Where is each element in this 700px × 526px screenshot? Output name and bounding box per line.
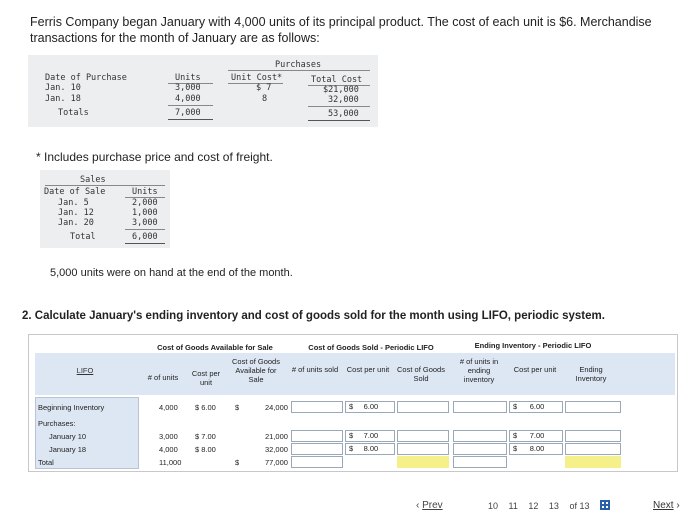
- col-ending-inventory: Ending Inventory: [575, 365, 607, 383]
- row-beginning-inventory: Beginning Inventory: [38, 403, 105, 412]
- sale-row-units: 2,000: [132, 198, 158, 208]
- end-units-jan18-input[interactable]: [453, 443, 507, 455]
- sold-units-jan10-input[interactable]: [291, 430, 343, 442]
- end-beg-dollar: $: [513, 402, 518, 411]
- section-ending-header: Ending Inventory - Periodic LIFO: [474, 341, 592, 350]
- col-date-of-purchase: Date of Purchase: [45, 73, 127, 83]
- jan18-units: 4,000: [159, 445, 178, 454]
- sold-beg-dollar: $: [349, 402, 354, 411]
- jan10-total: 21,000: [265, 432, 288, 441]
- row-jan18: January 18: [49, 445, 87, 454]
- grid-icon[interactable]: [600, 500, 610, 510]
- cogs-total-input[interactable]: [397, 456, 449, 468]
- section-sold-header: Cost of Goods Sold - Periodic LIFO: [308, 343, 434, 352]
- beg-dollar: $: [235, 403, 240, 412]
- sold-units-total-input[interactable]: [291, 456, 343, 468]
- ending-inv-total-input[interactable]: [565, 456, 621, 468]
- col-units-sold: # of units sold: [291, 365, 339, 374]
- sold-cost-jan10: [345, 430, 395, 442]
- ending-inv-beg-input[interactable]: [565, 401, 621, 413]
- col-date-of-sale: Date of Sale: [44, 187, 106, 197]
- page-link-current[interactable]: 12: [528, 501, 539, 511]
- sale-row-date: Jan. 12: [58, 208, 94, 218]
- total-units: 11,000: [159, 458, 182, 467]
- sold-jan10-cost: 7.00: [363, 431, 379, 440]
- col-end-cost-per-unit: Cost per unit: [513, 365, 557, 374]
- page-link[interactable]: 11: [508, 501, 518, 511]
- sold-units-beg-input[interactable]: [291, 401, 343, 413]
- pagination: [488, 500, 610, 511]
- lifo-label: LIFO: [76, 366, 94, 375]
- end-units-jan10-input[interactable]: [453, 430, 507, 442]
- col-cost-available: Cost of Goods Available for Sale: [232, 357, 280, 384]
- sold-jan10-dollar: $: [349, 431, 354, 440]
- purchases-table: [28, 55, 378, 127]
- section-available-header: Cost of Goods Available for Sale: [157, 343, 273, 352]
- sale-row-date: Jan. 5: [58, 198, 89, 208]
- end-cost-jan10: [509, 430, 563, 442]
- end-units-beg-input[interactable]: [453, 401, 507, 413]
- jan18-total: 32,000: [265, 445, 288, 454]
- sold-beg-cost: 6.00: [363, 402, 379, 411]
- next-button[interactable]: Next ›: [653, 500, 680, 511]
- end-jan10-dollar: $: [513, 431, 518, 440]
- page-link[interactable]: 10: [488, 501, 499, 511]
- col-cost-per-unit: Cost per unit: [191, 369, 221, 387]
- sold-units-jan18-input[interactable]: [291, 443, 343, 455]
- end-jan18-dollar: $: [513, 444, 518, 453]
- sold-cost-beg: [345, 401, 395, 413]
- purchases-totals-cost: 53,000: [328, 109, 359, 119]
- on-hand-statement: 5,000 units were on hand at the end of the month.: [50, 267, 293, 279]
- purchase-row-total: 32,000: [328, 95, 359, 105]
- sales-total-units: 6,000: [132, 232, 158, 242]
- sales-total-label: Total: [70, 232, 96, 242]
- purchase-row-date: Jan. 10: [45, 83, 81, 93]
- end-cost-jan18: [509, 443, 563, 455]
- sale-row-date: Jan. 20: [58, 218, 94, 228]
- sales-group-header: Sales: [80, 175, 106, 185]
- end-jan10-cost: 7.00: [529, 431, 545, 440]
- chevron-right-icon: ›: [676, 500, 680, 511]
- jan10-cost: $ 7.00: [195, 432, 216, 441]
- beg-units: 4,000: [159, 403, 178, 412]
- purchase-row-unit-cost: 8: [262, 94, 268, 104]
- ending-inv-jan18-input[interactable]: [565, 443, 621, 455]
- cogs-jan18-input[interactable]: [397, 443, 449, 455]
- end-beg-cost: 6.00: [529, 402, 545, 411]
- row-purchases: Purchases:: [38, 419, 76, 428]
- row-total: Total: [38, 458, 54, 467]
- purchases-totals-units: 7,000: [175, 108, 201, 118]
- chevron-left-icon: ‹: [416, 500, 420, 511]
- total-dollar: $: [235, 458, 240, 467]
- purchase-row-total: $21,000: [323, 85, 359, 95]
- purchase-row-units: 4,000: [175, 94, 201, 104]
- cogs-jan10-input[interactable]: [397, 430, 449, 442]
- col-unit-cost: Unit Cost*: [231, 73, 283, 83]
- sold-jan18-dollar: $: [349, 444, 354, 453]
- col-units: Units: [175, 73, 201, 83]
- row-jan10: January 10: [49, 432, 87, 441]
- page-count: of 13: [569, 501, 590, 511]
- beg-cost: $ 6.00: [195, 403, 216, 412]
- total-cost-available: 77,000: [265, 458, 288, 467]
- lifo-worksheet: [28, 334, 678, 472]
- col-sold-cost-per-unit: Cost per unit: [346, 365, 390, 374]
- end-cost-beg: [509, 401, 563, 413]
- purchase-row-units: 3,000: [175, 83, 201, 93]
- footnote: * Includes purchase price and cost of freight.: [36, 150, 273, 164]
- col-cogs: Cost of Goods Sold: [397, 365, 445, 383]
- col-units-ending: # of units in ending inventory: [459, 357, 499, 384]
- purchase-row-date: Jan. 18: [45, 94, 81, 104]
- jan10-units: 3,000: [159, 432, 178, 441]
- col-total-cost: Total Cost: [311, 75, 363, 85]
- problem-intro: Ferris Company began January with 4,000 units of its principal product. The cost of each unit is $6. Merchandise transactions for the month of January are as follows:: [30, 15, 652, 45]
- col-sales-units: Units: [132, 187, 158, 197]
- cogs-beg-input[interactable]: [397, 401, 449, 413]
- prev-button[interactable]: ‹ Prev: [416, 500, 443, 511]
- page-link[interactable]: 13: [548, 501, 559, 511]
- sale-row-units: 1,000: [132, 208, 158, 218]
- sale-row-units: 3,000: [132, 218, 158, 228]
- jan18-cost: $ 8.00: [195, 445, 216, 454]
- end-units-total-input[interactable]: [453, 456, 507, 468]
- sold-jan18-cost: 8.00: [363, 444, 379, 453]
- sold-cost-jan18: [345, 443, 395, 455]
- sales-table: [40, 170, 170, 248]
- beg-total: 24,000: [265, 403, 288, 412]
- purchases-totals-label: Totals: [58, 108, 89, 118]
- ending-inv-jan10-input[interactable]: [565, 430, 621, 442]
- purchase-row-unit-cost: $ 7: [256, 83, 272, 93]
- end-jan18-cost: 8.00: [529, 444, 545, 453]
- question-2: 2. Calculate January's ending inventory and cost of goods sold for the month using LIFO, periodic system.: [22, 310, 605, 322]
- col-units-available: # of units: [147, 373, 179, 382]
- purchases-group-header: Purchases: [275, 60, 322, 70]
